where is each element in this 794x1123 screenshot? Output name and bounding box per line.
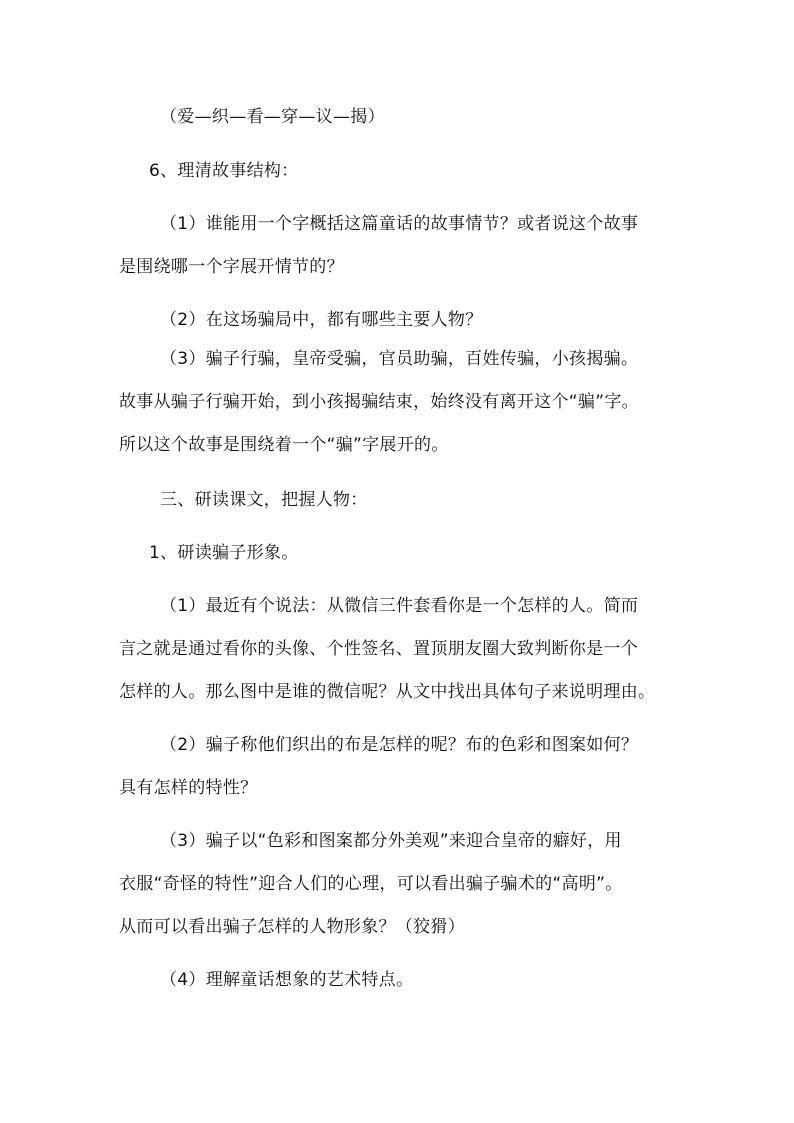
paragraph-line: （1）谁能用一个字概括这篇童话的故事情节？或者说这个故事	[160, 214, 639, 234]
paragraph-line: （2）骗子称他们织出的布是怎样的呢？布的色彩和图案如何？	[160, 735, 639, 755]
section-heading: 6、理清故事结构：	[149, 161, 299, 181]
paragraph-line: 是围绕哪一个字展开情节的？	[119, 257, 344, 277]
paragraph-line: （3）骗子以“色彩和图案都分外美观”来迎合皇帝的癖好，用	[160, 831, 622, 851]
paragraph-line: （1）最近有个说法：从微信三件套看你是一个怎样的人。简而	[160, 596, 639, 616]
paragraph-line: 怎样的人。那么图中是谁的微信呢？从文中找出具体句子来说明理由。	[119, 682, 656, 702]
paragraph-line: （爱—织—看—穿—议—揭）	[160, 107, 385, 127]
paragraph-line: 言之就是通过看你的头像、个性签名、置顶朋友圈大致判断你是一个	[119, 639, 638, 659]
paragraph-line: （4）理解童话想象的艺术特点。	[160, 970, 414, 990]
paragraph-line: 所以这个故事是围绕着一个“骗”字展开的。	[119, 435, 449, 455]
paragraph-line: （2）在这场骗局中，都有哪些主要人物？	[160, 310, 483, 330]
subsection-heading: 1、研读骗子形象。	[149, 543, 299, 563]
paragraph-line: 故事从骗子行骗开始，到小孩揭骗结束，始终没有离开这个“骗”字。	[119, 392, 639, 412]
paragraph-line: 具有怎样的特性？	[119, 778, 258, 798]
paragraph-line: 从而可以看出骗子怎样的人物形象？（狡猾）	[119, 917, 465, 937]
paragraph-line: 衣服“奇怪的特性”迎合人们的心理，可以看出骗子骗术的“高明”。	[119, 874, 623, 894]
section-heading: 三、研读课文，把握人物：	[160, 490, 368, 510]
paragraph-line: （3）骗子行骗，皇帝受骗，官员助骗，百姓传骗，小孩揭骗。	[160, 349, 639, 369]
